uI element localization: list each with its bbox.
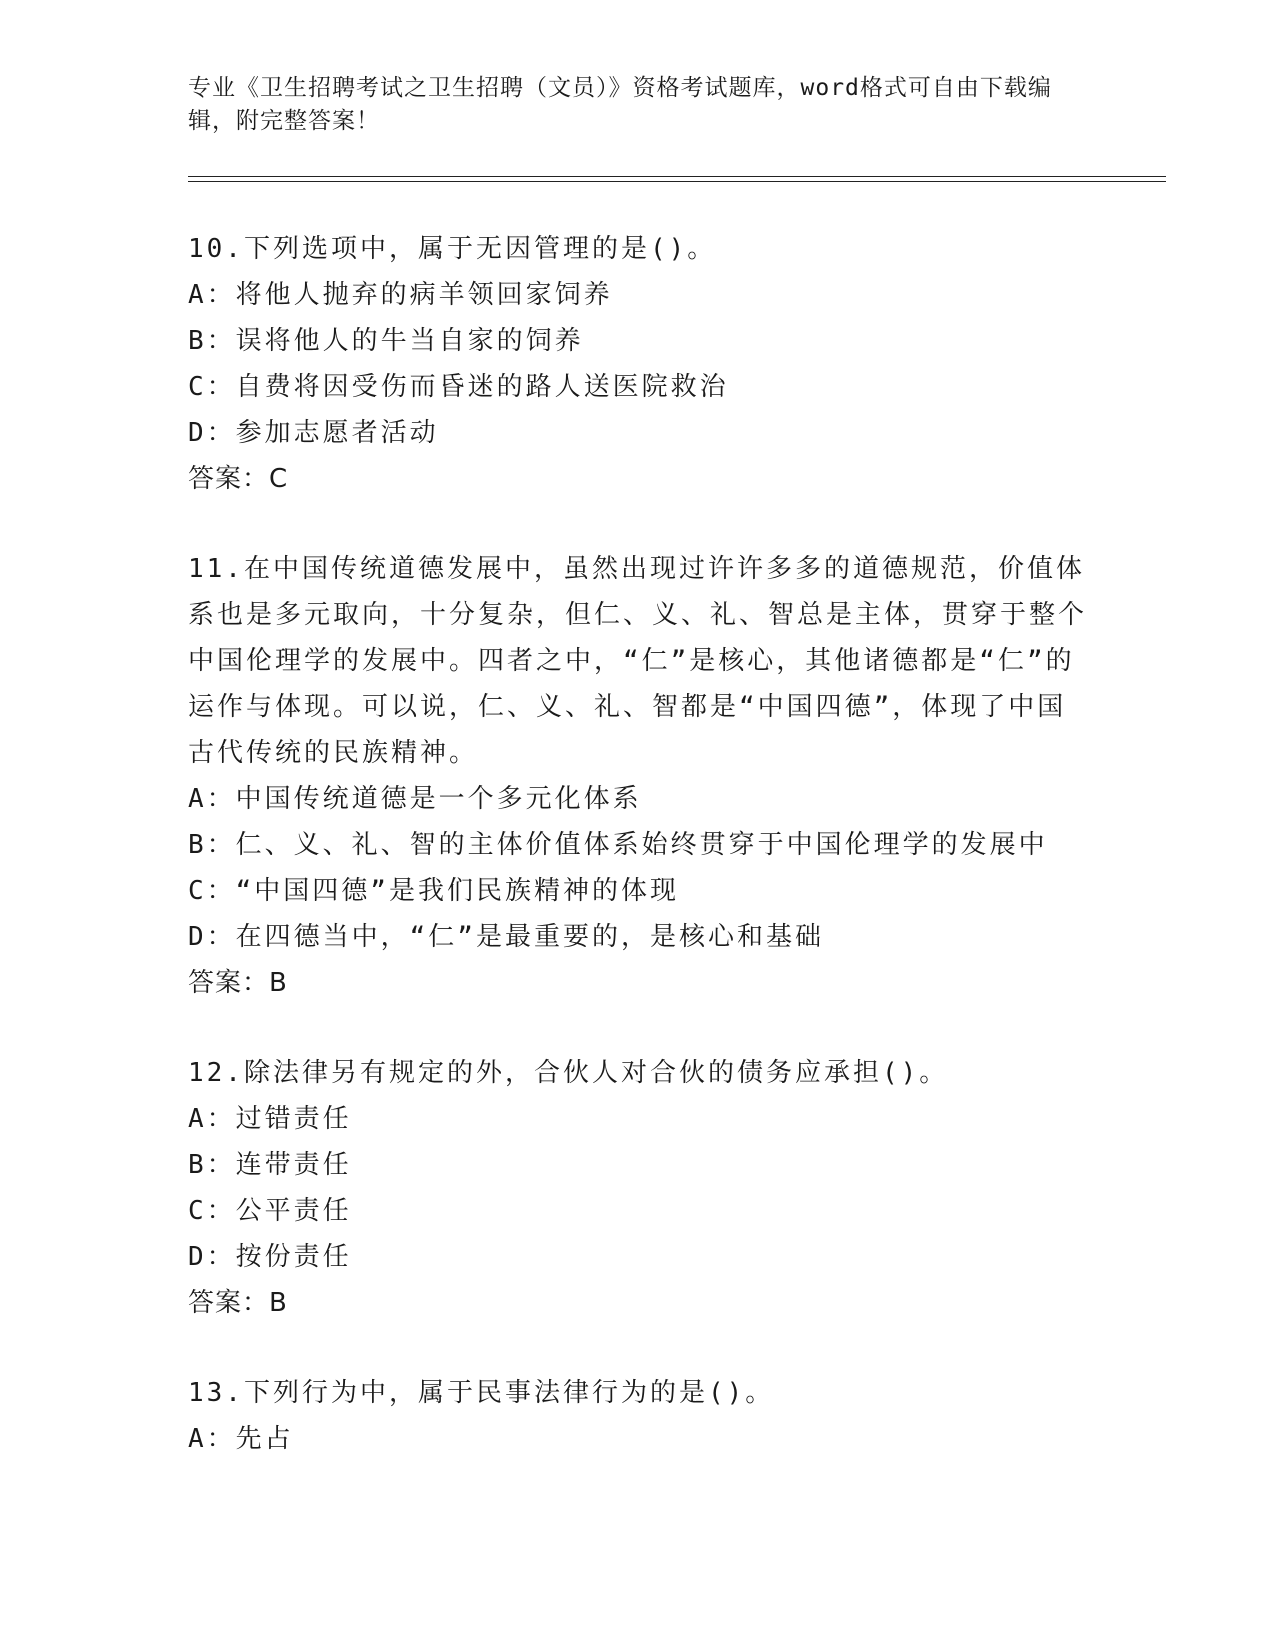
question-10	[188, 226, 1168, 502]
option-c: C：自费将因受伤而昏迷的路人送医院救治	[188, 372, 729, 402]
question-list	[188, 226, 1168, 1462]
option-d: D：在四德当中，“仁”是最重要的，是核心和基础	[188, 922, 824, 952]
question-11	[188, 546, 1168, 1006]
option-b: B：仁、义、礼、智的主体价值体系始终贯穿于中国伦理学的发展中	[188, 830, 1048, 860]
question-text: 10.下列选项中，属于无因管理的是()。	[188, 234, 717, 264]
option-a: A：先占	[188, 1424, 294, 1454]
header-divider	[188, 176, 1166, 182]
answer: 答案：C	[188, 464, 289, 494]
option-c: C：公平责任	[188, 1196, 352, 1226]
option-d: D：按份责任	[188, 1242, 352, 1272]
option-d: D：参加志愿者活动	[188, 418, 439, 448]
document-header: 专业《卫生招聘考试之卫生招聘（文员）》资格考试题库，word格式可自由下载编辑，附完整答案！	[188, 75, 1052, 134]
question-12	[188, 1050, 1168, 1326]
question-13	[188, 1370, 1168, 1462]
option-a: A：中国传统道德是一个多元化体系	[188, 784, 642, 814]
option-b: B：连带责任	[188, 1150, 352, 1180]
question-text: 13.下列行为中，属于民事法律行为的是()。	[188, 1378, 775, 1408]
option-b: B：误将他人的牛当自家的饲养	[188, 326, 584, 356]
answer: 答案：B	[188, 1288, 288, 1318]
option-a: A：过错责任	[188, 1104, 352, 1134]
answer: 答案：B	[188, 968, 288, 998]
option-a: A：将他人抛弃的病羊领回家饲养	[188, 280, 613, 310]
question-text: 11.在中国传统道德发展中，虽然出现过许许多多的道德规范，价值体系也是多元取向，十分复杂，但仁、义、礼、智总是主体，贯穿于整个中国伦理学的发展中。四者之中，“仁”是核心，其他诸德都是“仁”的运作与体现。可以说，仁、义、礼、智都是“中国四德”，体现了中国古代传统的民族精神。	[188, 554, 1088, 768]
option-c: C：“中国四德”是我们民族精神的体现	[188, 876, 679, 906]
question-text: 12.除法律另有规定的外，合伙人对合伙的债务应承担()。	[188, 1058, 949, 1088]
document-page	[188, 72, 1168, 1506]
